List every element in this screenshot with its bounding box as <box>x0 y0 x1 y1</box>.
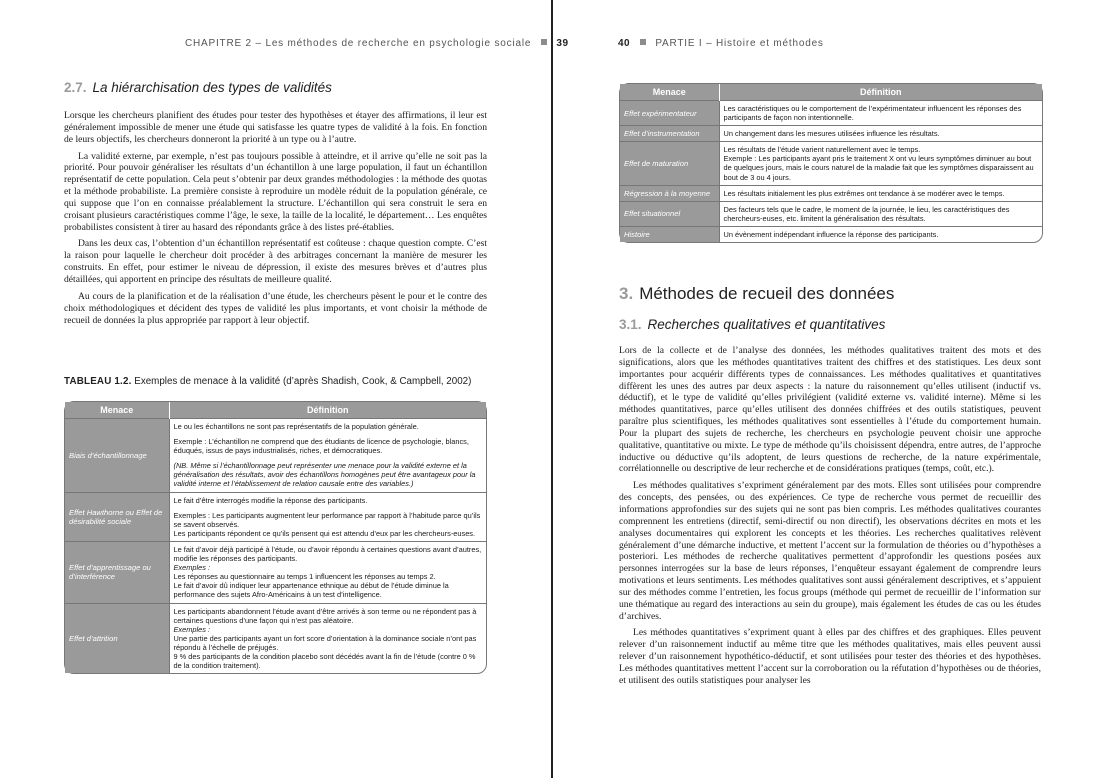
definition-line: Un changement dans les mesures utilisées influence les résultats. <box>723 129 940 139</box>
chapter-title: Les méthodes de recherche en psychologie sociale <box>265 38 532 49</box>
subsection-number: 3.1. <box>619 317 642 332</box>
section-heading <box>64 80 332 95</box>
definition-cell <box>719 185 1042 201</box>
paragraph: Dans les deux cas, l’obtention d’un échantillon représentatif est coûteuse : chaque question compte. C’est la raison pour laquelle le chercheur doit procéder à des arbitrages concernant la manière de mesurer les construits. En effet, pour estimer le niveau de dépression, il existe des mesures brèves et d’autres plus détaillées, qui apportent en principe des résultats de meilleure qualité. <box>64 238 487 285</box>
definition-line: Exemple : Les participants ayant pris le traitement X ont vu leurs symptômes diminuer au bout de quelques jours, mais le cours naturel de la maladie fait que les symptômes disparaissent au bout de 3 ou 4 jours. <box>723 154 1034 182</box>
paragraph: Lorsque les chercheurs planifient des études pour tester des hypothèses et étayer des affirmations, il leur est généralement impossible de mener une étude qui satisfasse les quatre types de validité à la fois. En fonction de leurs objectifs, les chercheurs donneront la priorité à un type ou à l’autre. <box>64 110 487 145</box>
definition-cell <box>719 226 1042 242</box>
paragraph: Lors de la collecte et de l’analyse des données, les méthodes qualitatives traitent des mots et des significations, alors que les méthodes quantitatives traitent des chiffres et des statistiques. Les deux sont importantes pour acquérir différents types de connaissances. Les méthodes qualitatives et quantitatives diffèrent les unes des autres par deux aspects : la nature du raisonnement qu’elles utilisent (inductif vs. déductif), et le type de validité qu’elles privilégient (validité externe vs. validité interne). Même si les méthodes quantitatives, parce qu’elles utilisent des données chiffrées et des outils statistiques, peuvent paraître plus scientifiques, les méthodes qualitatives sont essentielles à l’étude du comportement humain. Pour la plupart des sujets de recherche, les chercheurs en psychologie peuvent choisir une approche qualitative, quantitative ou mixte. Le type de méthode qu’ils choisissent dépendra, entre autres, de l’approche inductive ou déductive qu’ils adoptent, de leurs questions de recherche, de la nature expérimentale, corrélationnelle ou descriptive de leur recherche et de considérations pratiques (temps, coût, etc.). <box>619 345 1041 475</box>
threat-cell: Effet situationnel <box>620 201 719 226</box>
subsection-title: Recherches qualitatives et quantitatives <box>647 317 886 332</box>
table-row <box>620 226 1042 242</box>
definition-cell <box>719 142 1042 185</box>
section-number: 2.7. <box>64 80 87 95</box>
table-row <box>65 541 486 603</box>
definition-line: Les participants abandonnent l’étude avant d’être arrivés à son terme ou ne répondent pas à certaines questions d’une façon qui n’est pas aléatoire. <box>173 606 477 625</box>
part-label: PARTIE I <box>655 38 703 49</box>
validity-threats-table-continued <box>619 83 1043 243</box>
column-header-definition: Définition <box>719 84 1042 101</box>
body-text <box>619 345 1041 692</box>
table-caption-label: TABLEAU 1.2. <box>64 376 132 387</box>
section-number: 3. <box>619 284 634 303</box>
threat-cell: Effet d’instrumentation <box>620 126 719 142</box>
paragraph: Les méthodes qualitatives s’expriment généralement par des mots. Elles sont utilisées pour comprendre des concepts, des pensées, ou des expériences. Ce type de recherche vous permet de recueillir des informations approfondies sur des sujets qui ne sont pas bien compris. Les méthodes qualitatives courantes comprennent les entretiens (directif, semi-directif ou non directif), les observations décrites en mots et les analyses documentaires qui explorent les concepts et les théories. Les recherches qualitatives relèvent généralement d’une démarche inductive, et mettent l’accent sur la formulation de théories ou d’hypothèses a posteriori. Les méthodes de recherche qualitatives permettent d’approfondir les questions posées aux personnes interrogées sur la base de leurs réponses, l’enquêteur essayant également de comprendre leurs motivations et leurs sentiments. Les méthodes qualitatives sont aussi généralement descriptives, et s’appuient sur des méthodes comme l’entretien, les focus groups (méthode qui permet de recueillir de l’information sur une thématique au regard des interactions au sein du groupe), mais également les études de cas ou les études d’archives. <box>619 480 1041 622</box>
threat-cell: Régression à la moyenne <box>620 185 719 201</box>
validity-threats-table <box>64 401 487 674</box>
definition-line: Le ou les échantillons ne sont pas représentatifs de la population générale. <box>173 422 419 431</box>
definition-line: Les résultats de l’étude varient naturellement avec le temps. <box>723 145 921 155</box>
definition-line: Les résultats initialement les plus extrêmes ont tendance à se modérer avec le temps. <box>723 188 1005 198</box>
column-header-definition: Définition <box>169 402 486 419</box>
definition-line: Une partie des participants ayant un fort score d’orientation à la dominance sociale n’ont pas répondu à l’échelle de préjugés. <box>173 633 477 652</box>
definition-line: Exemples : <box>173 624 211 634</box>
square-bullet-icon <box>541 39 547 45</box>
definition-line: Les caractéristiques ou le comportement de l’expérimentateur influencent les réponses des participants de façon non intentionnelle. <box>723 104 1022 123</box>
paragraph: Les méthodes quantitatives s’expriment quant à elles par des chiffres et des graphiques. Elles peuvent relever d’un raisonnement inductif au même titre que les méthodes qualitatives, mais elles peuvent aussi relever d’un raisonnement hypothético-déductif, et sont utilisées pour tester des théories et des hypothèses. Les méthodes quantitatives mettent l’accent sur la corroboration ou la réfutation d’hypothèses ou de théories, et utilisent des outils statistiques pour analyser les <box>619 627 1041 686</box>
section-title: La hiérarchisation des types de validités <box>92 80 332 95</box>
threat-cell: Biais d’échantillonnage <box>65 419 169 493</box>
definition-line: Un évènement indépendant influence la réponse des participants. <box>723 229 939 239</box>
definition-line: Les réponses au questionnaire au temps 1 influencent les réponses au temps 2. <box>173 572 436 582</box>
square-bullet-icon <box>640 39 646 45</box>
table-row <box>65 492 486 541</box>
column-header-menace: Menace <box>620 84 719 101</box>
definition-cell <box>719 201 1042 226</box>
paragraph: Au cours de la planification et de la réalisation d’une étude, les chercheurs pèsent le pour et le contre des choix méthodologiques et décident des types de validité les plus importants, et vont choisir la méthode de recueil de données la plus appropriée par rapport à leur objectif. <box>64 290 487 326</box>
definition-line: Exemples : Les participants augmentent leur performance par rapport à l’habitude parce qu’ils se savent observés. <box>173 510 481 529</box>
threat-cell: Effet de maturation <box>620 142 719 185</box>
running-head: CHAPITRE 2 – Les méthodes de recherche en psychologie sociale 39 <box>185 38 569 49</box>
subsection-heading <box>619 317 885 332</box>
part-title: Histoire et méthodes <box>716 38 824 49</box>
definition-cell <box>169 541 486 603</box>
table-row <box>620 185 1042 201</box>
threat-cell: Effet Hawthorne ou Effet de désirabilité sociale <box>65 492 169 541</box>
definition-line: Le fait d’avoir déjà participé à l’étude, ou d’avoir répondu à certaines questions avant d’autres, modifie les réponses des participants. <box>173 544 482 564</box>
right-page <box>553 0 1104 778</box>
chapter-label: CHAPITRE 2 <box>185 38 252 49</box>
definition-cell <box>719 126 1042 142</box>
definition-cell <box>719 101 1042 126</box>
definition-line: Exemples : <box>173 563 211 573</box>
running-head: 40 PARTIE I – Histoire et méthodes <box>618 38 824 49</box>
threat-cell: Effet d’attrition <box>65 603 169 673</box>
definition-line: Le fait d’avoir dû indiquer leur appartenance ethnique au début de l’étude diminue la performance des sujets Afro-Américains à un test d’intelligence. <box>173 581 449 600</box>
section-heading <box>619 284 894 304</box>
definition-cell <box>169 603 486 673</box>
page-number: 39 <box>556 38 569 49</box>
definition-line: Le fait d’être interrogés modifie la réponse des participants. <box>173 495 368 505</box>
definition-line: (NB. Même si l’échantillonnage peut représenter une menace pour la validité externe et la généralisation des résultats, avoir des échantillons homogènes peut être avantageux pour la validité interne et l’établissement de relation causale entre des variables.) <box>173 461 476 489</box>
definition-line: Des facteurs tels que le cadre, le moment de la journée, le lieu, les caractéristiques des chercheurs-euses, etc. limitent la généralisation des résultats. <box>723 204 1010 223</box>
threat-cell: Effet d’apprentissage ou d’interférence <box>65 541 169 603</box>
table-row <box>620 101 1042 126</box>
section-title: Méthodes de recueil des données <box>639 284 895 303</box>
definition-cell <box>169 419 486 493</box>
table-row <box>620 126 1042 142</box>
table-row <box>65 603 486 673</box>
threat-cell: Histoire <box>620 226 719 242</box>
column-header-menace: Menace <box>65 402 169 419</box>
paragraph: La validité externe, par exemple, n’est pas toujours possible à atteindre, et il arrive qu’elle ne soit pas la priorité. Pour pouvoir généraliser les résultats d’un échantillon à une large population, il faut un échantillon représentatif de cette population. Cela peut s’obtenir par deux grandes méthodologies : la méthode des quotas et la méthode probabiliste. La première consiste à reproduire un modèle réduit de la population générale, ce qui suppose que l’on en connaisse préalablement la structure. L’échantillon qui sera construit le sera en croisant plusieurs caractéristiques comme l’âge, le sexe, la taille de la localité, le département… Les enquêtes probabilistes consistent à tirer au hasard des répondants grâce à des listes pré-établies. <box>64 150 487 233</box>
definition-line: 9 % des participants de la condition placebo sont décédés avant la fin de l’étude (contre 0 % de la condition traitement). <box>173 651 476 671</box>
table-row <box>620 142 1042 185</box>
definition-cell <box>169 492 486 541</box>
threat-cell: Effet expérimentateur <box>620 101 719 126</box>
page-number: 40 <box>618 38 631 49</box>
body-text <box>64 110 487 331</box>
table-row <box>620 201 1042 226</box>
table-caption-text: Exemples de menace à la validité (d’après Shadish, Cook, & Campbell, 2002) <box>134 376 472 387</box>
table-caption <box>64 376 471 387</box>
definition-line: Les participants répondent ce qu’ils pensent qui est attendu d’eux par les chercheurs-euses. <box>173 528 476 538</box>
table-row <box>65 419 486 493</box>
definition-line: Exemple : L’échantillon ne comprend que des étudiants de licence de psychologie, blancs, éduqués, issus de pays industrialisés, riches, et démocratiques. <box>173 437 469 456</box>
